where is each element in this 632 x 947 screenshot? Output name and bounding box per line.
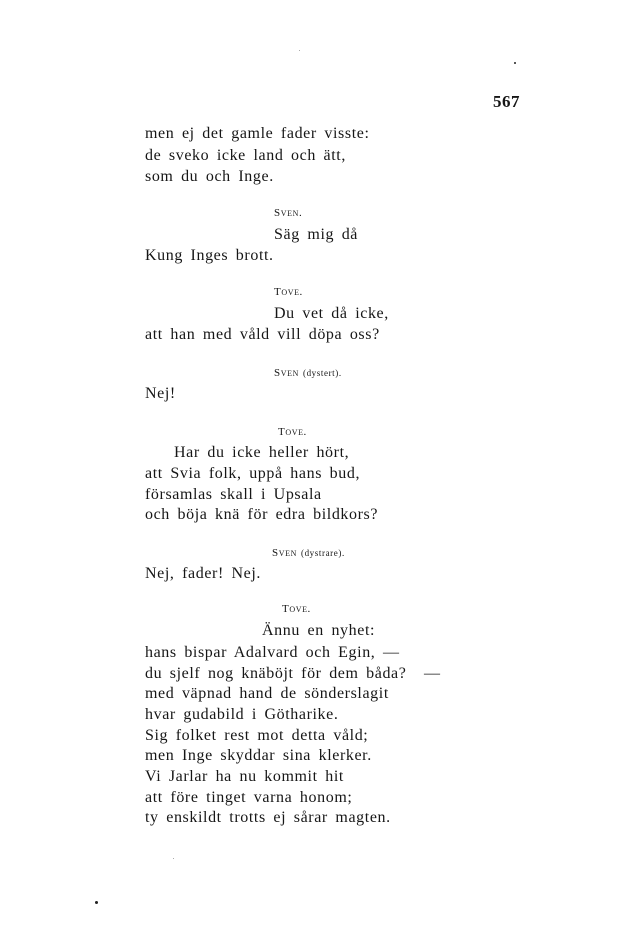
verse-line: du sjelf nog knäböjt för dem båda?: [145, 665, 407, 682]
verse-line: Säg mig då: [274, 226, 358, 243]
page-number: 567: [493, 92, 520, 111]
verse-line: Vi Jarlar ha nu kommit hit: [145, 768, 344, 785]
speaker-label: Sven.: [274, 207, 303, 219]
verse-line: Ännu en nyhet:: [262, 622, 376, 639]
verse-line: Sig folket rest mot detta våld;: [145, 727, 369, 744]
verse-line: församlas skall i Upsala: [145, 486, 322, 503]
verse-line: som du och Inge.: [145, 168, 274, 185]
verse-line: att före tinget varna honom;: [145, 789, 353, 806]
speaker-label: Sven: [272, 547, 297, 559]
verse-line: de sveko icke land och ätt,: [145, 147, 346, 164]
speaker-name: [274, 366, 342, 380]
speaker-label: Tove.: [274, 286, 303, 298]
paper-speck: [514, 62, 516, 64]
speaker-label: Tove.: [278, 426, 307, 438]
verse-line: Nej, fader! Nej.: [145, 565, 261, 582]
verse-line: att han med våld vill döpa oss?: [145, 326, 380, 343]
verse-line: Har du icke heller hört,: [174, 444, 350, 461]
verse-line: men Inge skyddar sina klerker.: [145, 747, 372, 764]
speaker-name: [282, 602, 311, 616]
verse-line: med väpnad hand de sönderslagit: [145, 685, 389, 702]
verse-line: Kung Inges brott.: [145, 247, 274, 264]
verse-line: att Svia folk, uppå hans bud,: [145, 465, 361, 482]
speaker-name: [274, 206, 302, 220]
verse-line: men ej det gamle fader visste:: [145, 125, 370, 142]
stage-direction: (dystrare).: [300, 548, 345, 558]
paper-speck: [95, 901, 98, 904]
paper-speck: [173, 858, 174, 859]
verse-line: ty enskildt trotts ej sårar magten.: [145, 809, 391, 826]
speaker-name: [274, 285, 303, 299]
stage-direction: (dystert).: [302, 368, 342, 378]
paper-speck: [299, 50, 300, 51]
verse-line: Nej!: [145, 385, 176, 402]
speaker-label: Sven: [274, 367, 299, 379]
speaker-name: [278, 425, 307, 439]
trailing-dash: —: [424, 665, 440, 682]
verse-line: och böja knä för edra bildkors?: [145, 506, 379, 523]
verse-line: hvar gudabild i Götharike.: [145, 706, 339, 723]
speaker-name: [272, 546, 345, 560]
verse-line: hans bispar Adalvard och Egin, —: [145, 644, 400, 661]
speaker-label: Tove.: [282, 603, 311, 615]
verse-line: Du vet då icke,: [274, 305, 389, 322]
